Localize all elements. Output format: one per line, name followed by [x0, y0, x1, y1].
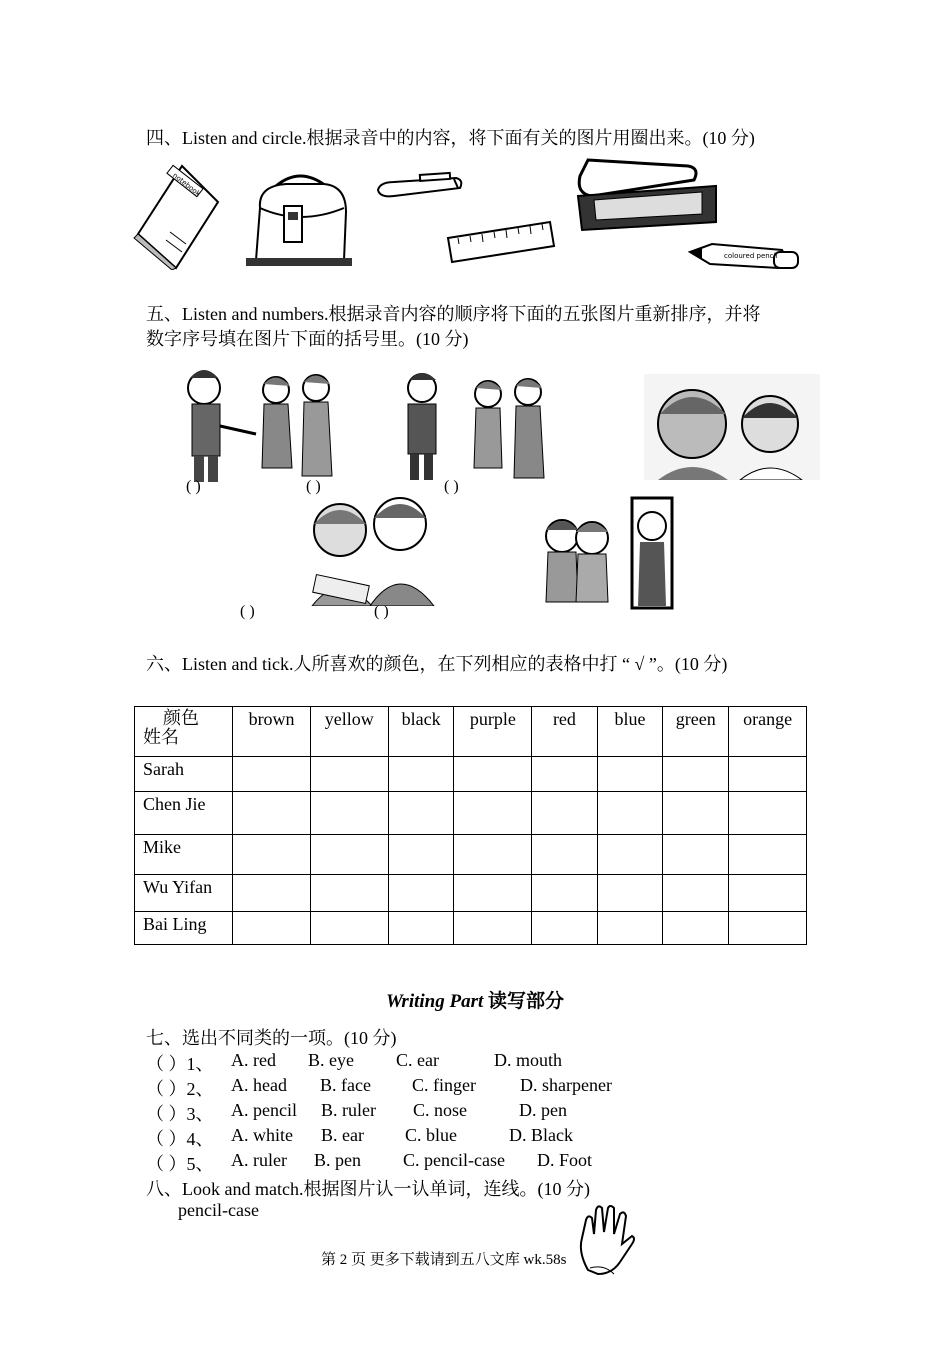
table-corner-cell	[135, 707, 233, 757]
name-cell: Sarah	[135, 757, 233, 792]
item-5-option-c: C. pencil-case	[403, 1150, 505, 1170]
tick-cell[interactable]	[388, 757, 454, 792]
item-4-option-d: D. Black	[509, 1125, 573, 1145]
item-2-number[interactable]: （ ）2、	[146, 1079, 214, 1099]
tick-cell[interactable]	[729, 792, 807, 835]
item-3-option-b: B. ruler	[321, 1100, 376, 1120]
name-cell: Wu Yifan	[135, 875, 233, 912]
corner-bottom-label: 姓名	[143, 727, 179, 747]
tick-cell[interactable]	[729, 835, 807, 875]
table-row	[135, 757, 807, 792]
table-row	[135, 912, 807, 945]
item-2-option-a: A. head	[231, 1075, 287, 1095]
item-4-option-a: A. white	[231, 1125, 293, 1145]
item-1-number[interactable]: （ ）1、	[146, 1054, 214, 1074]
item-1-option-d: D. mouth	[494, 1050, 563, 1070]
section6-title: 六、Listen and tick.人所喜欢的颜色，在下列相应的表格中打 “ √ ”。(10 分)	[146, 654, 728, 674]
answer-paren-4[interactable]: ( )	[240, 603, 255, 620]
tick-cell[interactable]	[454, 875, 532, 912]
item-4-number[interactable]: （ ）4、	[146, 1129, 214, 1149]
writing-part-cn: 读写部分	[488, 991, 565, 1012]
tick-cell[interactable]	[597, 875, 663, 912]
item-5-number[interactable]: （ ）5、	[146, 1154, 214, 1174]
tick-cell[interactable]	[454, 912, 532, 945]
item-2-option-d: D. sharpener	[520, 1075, 612, 1095]
item-3-option-d: D. pen	[519, 1100, 567, 1120]
name-cell: Mike	[135, 835, 233, 875]
tick-cell[interactable]	[454, 835, 532, 875]
item-3-number[interactable]: （ ）3、	[146, 1104, 214, 1124]
section7-title: 七、选出不同类的一项。(10 分)	[146, 1028, 397, 1048]
tick-cell[interactable]	[663, 912, 729, 945]
item-2-option-b: B. face	[320, 1075, 371, 1095]
match-word-pencil-case[interactable]: pencil-case	[178, 1200, 259, 1220]
color-header: purple	[454, 707, 532, 757]
hand-picture	[574, 1204, 636, 1276]
handshake-scene-picture	[170, 364, 348, 486]
color-header: black	[388, 707, 454, 757]
tick-cell[interactable]	[663, 757, 729, 792]
kids-with-paintbox-picture	[292, 494, 440, 606]
notebook-picture	[130, 162, 222, 270]
tick-cell[interactable]	[454, 792, 532, 835]
name-cell: Bai Ling	[135, 912, 233, 945]
tick-cell[interactable]	[388, 912, 454, 945]
tick-cell[interactable]	[729, 757, 807, 792]
tick-cell[interactable]	[388, 792, 454, 835]
item-2-option-c: C. finger	[412, 1075, 476, 1095]
tick-cell[interactable]	[663, 792, 729, 835]
tick-cell[interactable]	[532, 792, 598, 835]
tick-cell[interactable]	[454, 757, 532, 792]
table-row	[135, 875, 807, 912]
tick-cell[interactable]	[532, 757, 598, 792]
section4-title: 四、Listen and circle.根据录音中的内容，将下面有关的图片用圈出来。(10 分)	[146, 128, 755, 148]
corner-top-label: 颜色	[163, 708, 199, 728]
tick-cell[interactable]	[310, 757, 388, 792]
tick-cell[interactable]	[233, 792, 311, 835]
tick-cell[interactable]	[310, 835, 388, 875]
tick-cell[interactable]	[663, 835, 729, 875]
color-preference-table	[134, 706, 807, 945]
section8-title: 八、Look and match.根据图片认一认单词，连线。(10 分)	[146, 1179, 590, 1199]
kids-at-door-picture	[524, 496, 684, 610]
writing-part-en: Writing Part	[385, 991, 489, 1012]
item-4-option-b: B. ear	[321, 1125, 364, 1145]
tick-cell[interactable]	[663, 875, 729, 912]
tick-cell[interactable]	[233, 757, 311, 792]
pen-picture	[374, 170, 466, 202]
item-1-option-b: B. eye	[308, 1050, 354, 1070]
answer-paren-5[interactable]: ( )	[374, 603, 389, 620]
answer-paren-3[interactable]: ( )	[444, 478, 459, 495]
item-5-option-a: A. ruler	[231, 1150, 287, 1170]
tick-cell[interactable]	[310, 875, 388, 912]
item-1-option-c: C. ear	[396, 1050, 439, 1070]
tick-cell[interactable]	[532, 835, 598, 875]
item-5-option-b: B. pen	[314, 1150, 361, 1170]
item-3-option-a: A. pencil	[231, 1100, 297, 1120]
tick-cell[interactable]	[729, 875, 807, 912]
answer-paren-1[interactable]: ( )	[186, 478, 201, 495]
tick-cell[interactable]	[233, 835, 311, 875]
tick-cell[interactable]	[532, 912, 598, 945]
page-footer: 第 2 页 更多下载请到五八文库 wk.58s	[321, 1252, 567, 1268]
tick-cell[interactable]	[597, 792, 663, 835]
tick-cell[interactable]	[388, 835, 454, 875]
ruler-picture	[446, 218, 556, 266]
tick-cell[interactable]	[729, 912, 807, 945]
color-header: green	[663, 707, 729, 757]
color-header: blue	[597, 707, 663, 757]
tick-cell[interactable]	[597, 912, 663, 945]
writing-part-heading	[0, 986, 950, 1013]
coloured-pencil-label: coloured pencil	[724, 252, 778, 260]
name-cell: Chen Jie	[135, 792, 233, 835]
tick-cell[interactable]	[597, 835, 663, 875]
tick-cell[interactable]	[597, 757, 663, 792]
tick-cell[interactable]	[233, 875, 311, 912]
tick-cell[interactable]	[310, 792, 388, 835]
notebook-label: notebook	[171, 171, 202, 198]
tick-cell[interactable]	[310, 912, 388, 945]
boy-girl-talking-picture	[644, 374, 820, 480]
color-header: red	[532, 707, 598, 757]
color-header: brown	[233, 707, 311, 757]
greeting-scene-picture	[400, 368, 550, 482]
coloured-pencil-picture	[686, 234, 804, 278]
color-header: orange	[729, 707, 807, 757]
table-header-row	[135, 707, 807, 757]
schoolbag-picture	[246, 168, 352, 268]
section5-title-line2: 数字序号填在图片下面的括号里。(10 分)	[146, 329, 469, 349]
tick-cell[interactable]	[233, 912, 311, 945]
tick-cell[interactable]	[388, 875, 454, 912]
item-3-option-c: C. nose	[413, 1100, 467, 1120]
item-1-option-a: A. red	[231, 1050, 276, 1070]
color-header: yellow	[310, 707, 388, 757]
pencil-box-picture	[574, 156, 720, 236]
answer-paren-2[interactable]: ( )	[306, 478, 321, 495]
tick-cell[interactable]	[532, 875, 598, 912]
section5-title-line1: 五、Listen and numbers.根据录音内容的顺序将下面的五张图片重新排序，并将	[146, 304, 761, 324]
item-4-option-c: C. blue	[405, 1125, 457, 1145]
item-5-option-d: D. Foot	[537, 1150, 593, 1170]
table-row	[135, 792, 807, 835]
table-row	[135, 835, 807, 875]
